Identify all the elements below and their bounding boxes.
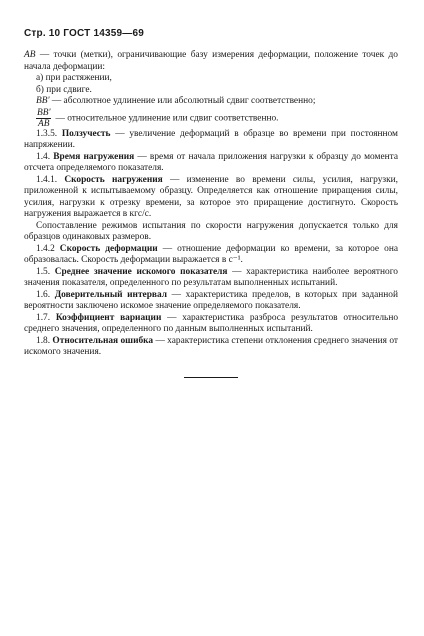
section-1-7 — [24, 313, 398, 336]
bb-definition — [24, 96, 398, 108]
ab-text: — точки (метки), ограничивающие базу измерения деформации, положение точек до начала деформации: — [24, 50, 398, 72]
section-text: — характеристика степени отклонения среднего значения от искомого значения. — [24, 335, 399, 357]
section-1-5 — [24, 267, 398, 290]
section-note — [24, 221, 398, 244]
section-term: Время нагружения — [53, 151, 135, 162]
section-number: 1.7. — [36, 312, 51, 323]
fraction-numerator: BB' — [37, 107, 51, 118]
section-number: 1.4.2 — [36, 243, 55, 254]
section-number: 1.6. — [36, 289, 51, 300]
section-text: — отношение деформации ко времени, за которое она образовалась. Скорость деформации выражается в с⁻¹. — [24, 243, 398, 265]
section-1-4-1 — [24, 175, 398, 221]
section-text: — увеличение деформаций в образце во времени при постоянном напряжении. — [24, 128, 398, 150]
fraction-text: — относительное удлинение или сдвиг соответственно. — [55, 113, 279, 124]
end-divider — [184, 377, 238, 378]
list-item-a: а) при растяжении, — [36, 73, 112, 83]
section-term: Доверительный интервал — [54, 289, 168, 300]
section-text: — время от начала приложения нагрузки к образцу до момента отсчета определяемого показателя. — [24, 151, 398, 173]
section-text: — изменение во времени силы, усилия, нагрузки, приложенной к испытываемому образцу. Определяется как отношение приращения силы, усилия, нагрузки к отрезку времени, за которое это приращение достигнуто. Скорость нагружения выражается в кгс/с. — [24, 174, 399, 219]
section-term: Ползучесть — [61, 128, 111, 139]
section-text: — характеристика наиболее вероятного значения показателя, определенного по результатам выполненных испытаний. — [24, 266, 398, 288]
section-number: 1.4. — [36, 151, 51, 162]
section-term: Скорость нагружения — [64, 174, 163, 185]
section-term: Относительная ошибка — [52, 335, 154, 346]
bb-symbol: BB' — [36, 96, 50, 106]
section-1-3-5 — [24, 129, 398, 152]
page-header: Стр. 10 ГОСТ 14359—69 — [24, 28, 144, 39]
section-number: 1.5. — [36, 266, 51, 277]
section-text: Сопоставление режимов испытания по скорости нагружения допускается только для образцов одинаковых размеров. — [24, 220, 398, 242]
document-body — [24, 50, 398, 378]
section-number: 1.8. — [36, 335, 51, 346]
section-1-6 — [24, 290, 398, 313]
list-item-b: б) при сдвиге. — [36, 84, 92, 95]
bb-text: — абсолютное удлинение или абсолютный сдвиг соответственно; — [49, 96, 316, 106]
section-term: Скорость деформации — [59, 243, 158, 254]
section-1-4-2 — [24, 244, 398, 267]
ab-symbol: AB — [24, 50, 36, 60]
ab-definition — [24, 50, 398, 73]
section-number: 1.4.1. — [36, 174, 58, 185]
section-term: Среднее значение искомого показателя — [54, 266, 228, 277]
section-number: 1.3.5. — [36, 128, 58, 139]
section-text: — характеристика разброса результатов относительно среднего значения, определенного по данным выполненных испытаний. — [24, 312, 399, 334]
fraction-denominator: AB — [38, 118, 50, 129]
section-1-4 — [24, 152, 398, 175]
fraction — [36, 108, 51, 129]
section-1-8 — [24, 336, 398, 359]
section-text: — характеристика пределов, в которых при заданной вероятности заключено искомое значение определяемого показателя. — [24, 289, 398, 311]
section-term: Коэффициент вариации — [55, 312, 162, 323]
fraction-definition — [24, 108, 398, 129]
